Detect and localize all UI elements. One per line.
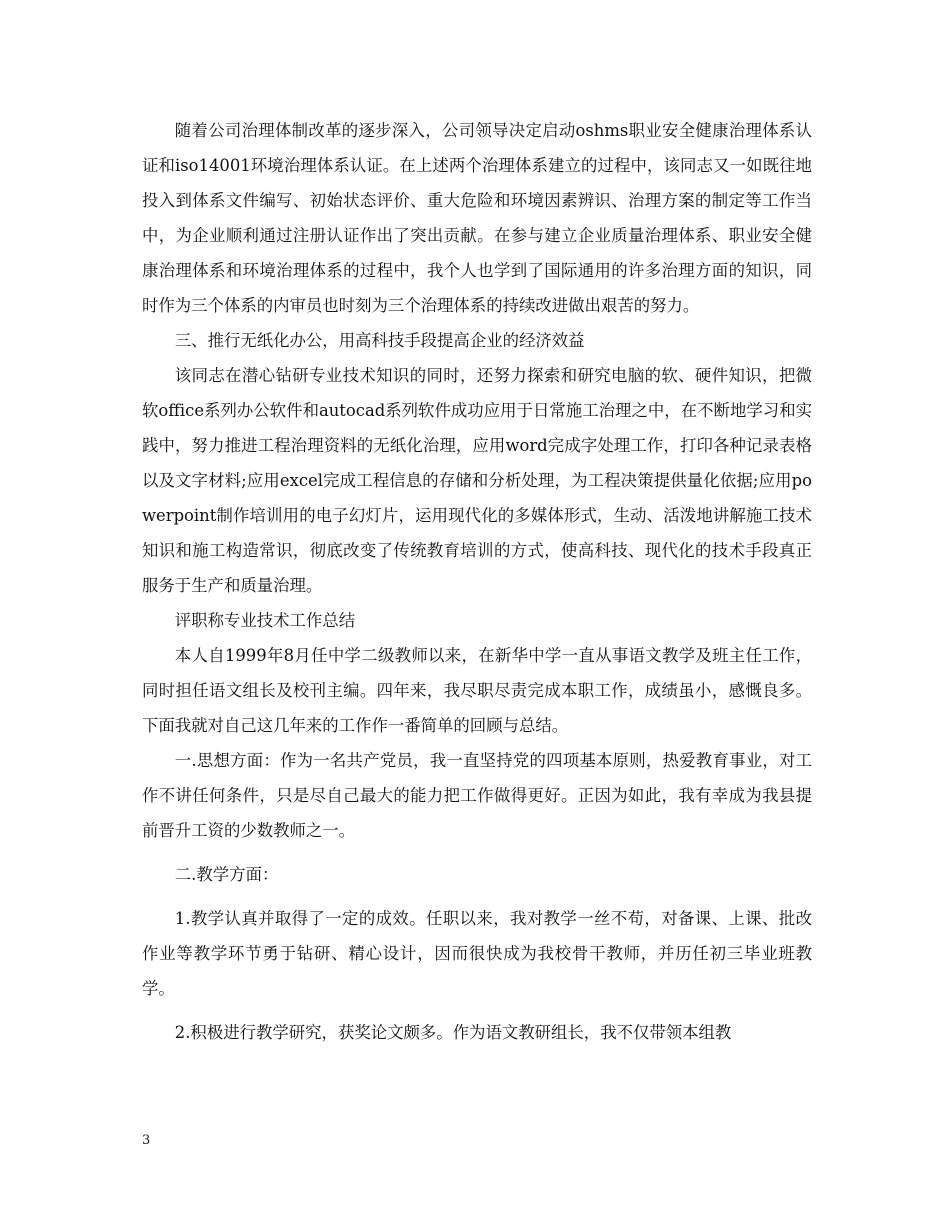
section-title-work-summary: 评职称专业技术工作总结 — [174, 611, 356, 630]
section-heading-paperless-office: 三、推行无纸化办公，用高科技手段提高企业的经济效益 — [174, 331, 585, 350]
paragraph-intro: 本人自1999年8月任中学二级教师以来，在新华中学一直从事语文教学及班主任工作，同时担任语文组长及校刊主编。四年来，我尽职尽责完成本职工作，成绩虽小，感慨良多。下面我就对自己这几年来的工作作一番简单的回顾与总结。 — [142, 646, 812, 735]
page-number: 3 — [142, 1133, 151, 1148]
paragraph-management-system: 随着公司治理体制改革的逐步深入，公司领导决定启动oshms职业安全健康治理体系认证和iso14001环境治理体系认证。在上述两个治理体系建立的过程中，该同志又一如既往地投入到体系文件编写、初始状态评价、重大危险和环境因素辨识、治理方案的制定等工作当中，为企业顺利通过注册认证作出了突出贡献。在参与建立企业质量治理体系、职业安全健康治理体系和环境治理体系的过程中，我个人也学到了国际通用的许多治理方面的知识，同时作为三个体系的内审员也时刻为三个治理体系的持续改进做出艰苦的努力。 — [142, 121, 812, 315]
paragraph-ideology: 一.思想方面：作为一名共产党员，我一直坚持党的四项基本原则，热爱教育事业，对工作不讲任何条件，只是尽自己最大的能力把工作做得更好。正因为如此，我有幸成为我县提前晋升工资的少数教师之一。 — [142, 751, 812, 840]
paragraph-office-software: 该同志在潜心钻研专业技术知识的同时，还努力探索和研究电脑的软、硬件知识，把微软office系列办公软件和autocad系列软件成功应用于日常施工治理之中，在不断地学习和实践中，努力推进工程治理资料的无纸化治理，应用word完成字处理工作，打印各种记录表格以及文字材料;应用excel完成工程信息的存储和分析处理，为工程决策提供量化依据;应用powerpoint制作培训用的电子幻灯片，运用现代化的多媒体形式，生动、活泼地讲解施工技术知识和施工构造常识，彻底改变了传统教育培训的方式，使高科技、现代化的技术手段真正服务于生产和质量治理。 — [142, 366, 812, 595]
paragraph-teaching-1: 1.教学认真并取得了一定的成效。任职以来，我对教学一丝不苟，对备课、上课、批改作业等教学环节勇于钻研、精心设计，因而很快成为我校骨干教师，并历任初三毕业班教学。 — [142, 909, 812, 998]
section-heading-teaching: 二.教学方面： — [174, 865, 279, 884]
paragraph-teaching-2: 2.积极进行教学研究，获奖论文颇多。作为语文教研组长，我不仅带领本组教 — [174, 1023, 732, 1042]
document-body — [142, 113, 812, 1050]
